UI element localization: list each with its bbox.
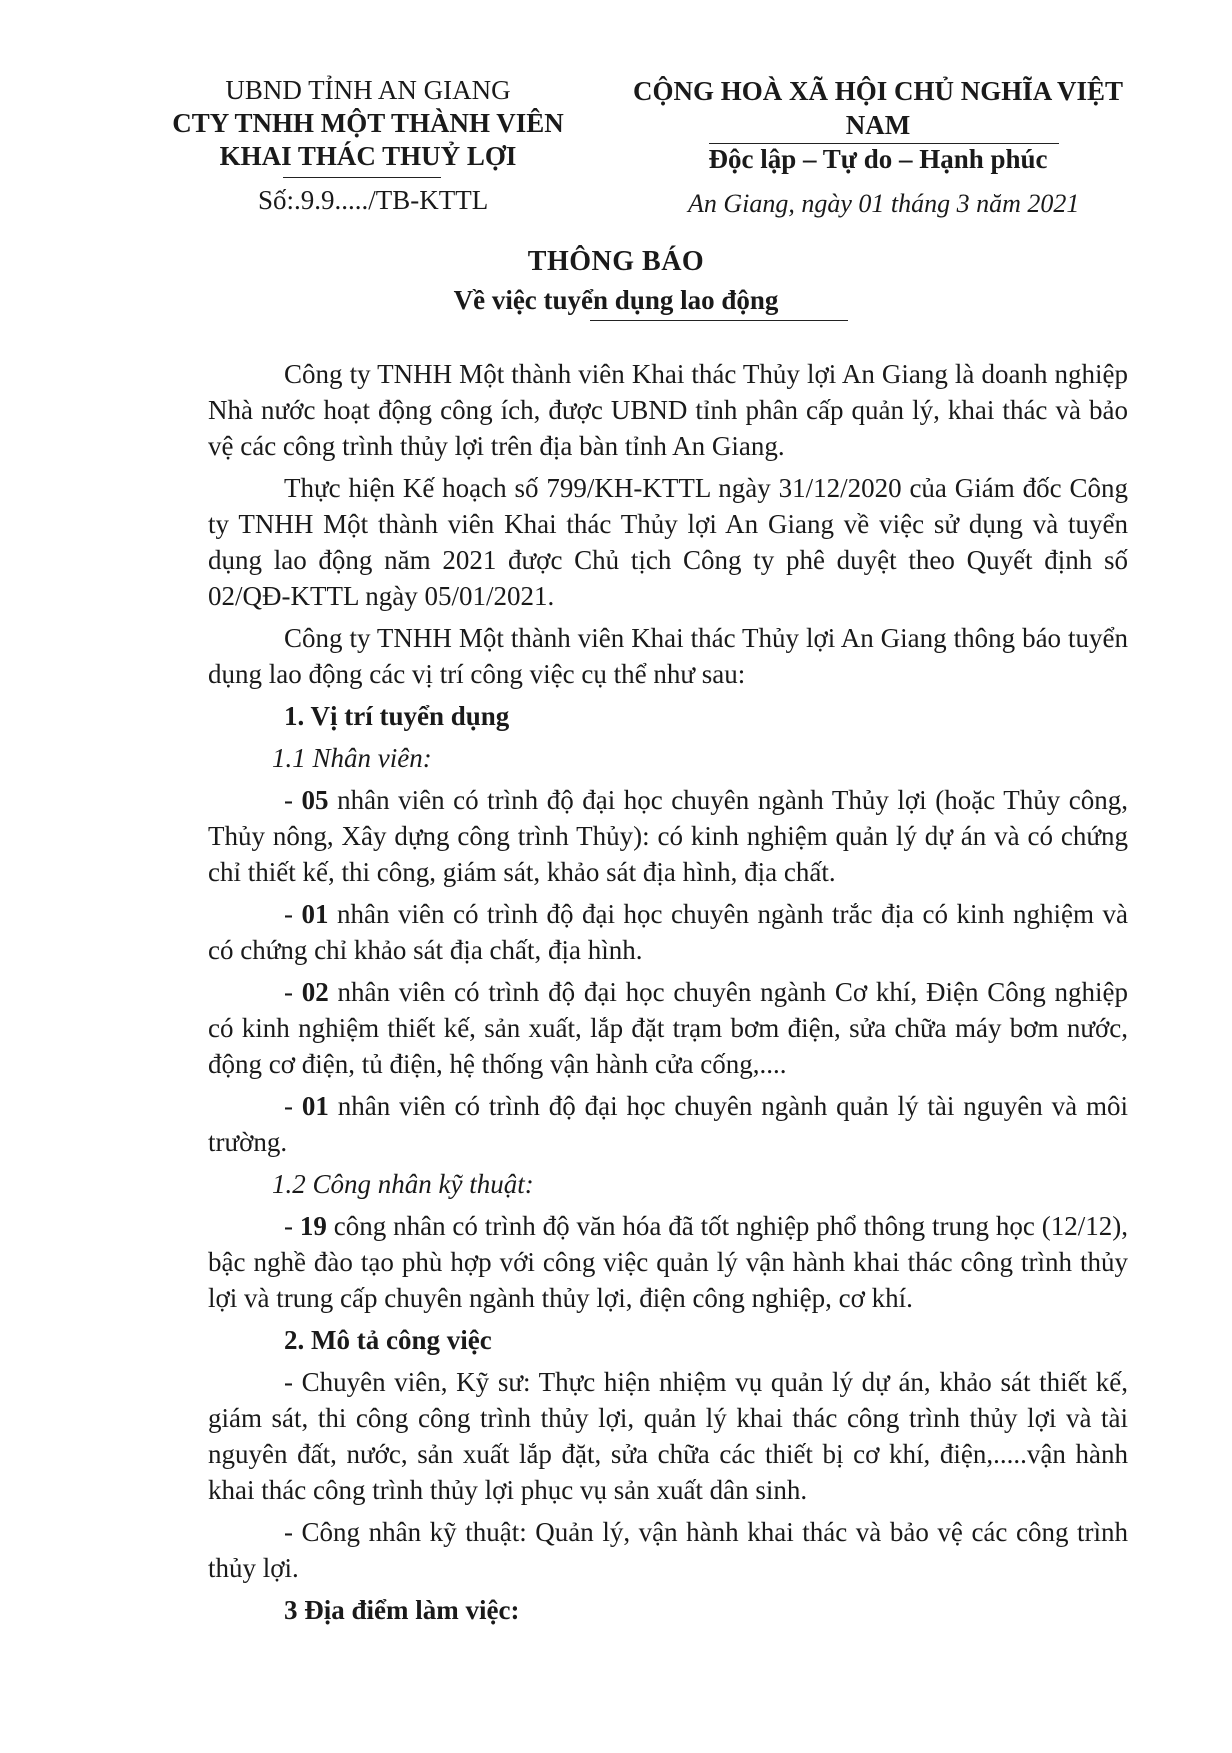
paragraph-intro: Công ty TNHH Một thành viên Khai thác Thủy lợi An Giang là doanh nghiệp Nhà nước hoạt động công ích, được UBND tỉnh phân cấp quản lý, khai thác và bảo vệ các công trình thủy lợi trên địa bàn tỉnh An Giang. — [208, 359, 1128, 461]
position-count: 01 — [301, 1091, 329, 1121]
job-description-worker: - Công nhân kỹ thuật: Quản lý, vận hành khai thác và bảo vệ các công trình thủy lợi. — [208, 1517, 1128, 1583]
authority-underline — [283, 177, 441, 178]
national-title-line-1: CỘNG HOÀ XÃ HỘI CHỦ NGHĨA VIỆT NAM — [632, 76, 1124, 140]
place-and-date: An Giang, ngày 01 tháng 3 năm 2021 — [688, 189, 1080, 218]
authority-line-1: UBND TỈNH AN GIANG — [225, 75, 511, 105]
issuing-authority — [168, 74, 568, 173]
national-title — [598, 74, 1158, 176]
position-count: 19 — [299, 1211, 327, 1241]
section-1-2-heading: 1.2 Công nhân kỹ thuật: — [272, 1169, 534, 1199]
section-2-heading: 2. Mô tả công việc — [284, 1325, 492, 1355]
paragraph-basis: Thực hiện Kế hoạch số 799/KH-KTTL ngày 31/12/2020 của Giám đốc Công ty TNHH Một thành viên Khai thác Thủy lợi An Giang về việc sử dụng và tuyển dụng lao động năm 2021 được Chủ tịch Công ty phê duyệt theo Quyết định số 02/QĐ-KTTL ngày 05/01/2021. — [208, 473, 1128, 611]
document-body — [208, 356, 1128, 1634]
job-description-engineer: - Chuyên viên, Kỹ sư: Thực hiện nhiệm vụ quản lý dự án, khảo sát thiết kế, giám sát, thi công công trình thủy lợi, quản lý khai thác công trình thủy lợi và tài nguyên đất, nước, sản xuất lắp đặt, sửa chữa các thiết bị cơ khí, điện,.....vận hành khai thác công trình thủy lợi phục vụ sản xuất dân sinh. — [208, 1367, 1128, 1505]
position-count: 05 — [301, 785, 329, 815]
motto-underline — [709, 143, 1059, 144]
list-item: - 01 nhân viên có trình độ đại học chuyên ngành quản lý tài nguyên và môi trường. — [208, 1091, 1129, 1157]
authority-line-2: CTY TNHH MỘT THÀNH VIÊN — [172, 108, 564, 138]
section-1-1-heading: 1.1 Nhân viên: — [272, 743, 432, 773]
list-item: - 19 công nhân có trình độ văn hóa đã tốt nghiệp phổ thông trung học (12/12), bậc nghề đào tạo phù hợp với công việc quản lý vận hành khai thác công trình thủy lợi và trung cấp chuyên ngành thủy lợi, điện công nghiệp, cơ khí. — [208, 1211, 1128, 1313]
list-item: - 02 nhân viên có trình độ đại học chuyên ngành Cơ khí, Điện Công nghiệp có kinh nghiệm thiết kế, sản xuất, lắp đặt trạm bơm điện, sửa chữa máy bơm nước, động cơ điện, tủ điện, hệ thống vận hành cửa cống,.... — [208, 977, 1128, 1079]
section-1-heading: 1. Vị trí tuyển dụng — [284, 701, 510, 731]
position-count: 01 — [301, 899, 329, 929]
document-title: THÔNG BÁO — [527, 246, 705, 277]
authority-line-3: KHAI THÁC THUỶ LỢI — [219, 141, 517, 171]
document-subtitle: Về việc tuyển dụng lao động — [453, 285, 779, 315]
subtitle-underline — [590, 320, 848, 321]
national-motto: Độc lập – Tự do – Hạnh phúc — [708, 144, 1048, 174]
list-item: - 05 nhân viên có trình độ đại học chuyên ngành Thủy lợi (hoặc Thủy công, Thủy nông, Xây dựng công trình Thủy): có kinh nghiệm quản lý dự án và có chứng chỉ thiết kế, thi công, giám sát, khảo sát địa hình, địa chất. — [208, 785, 1128, 887]
document-number: Số:.9.9...../TB-KTTL — [258, 185, 489, 215]
list-item: - 01 nhân viên có trình độ đại học chuyên ngành trắc địa có kinh nghiệm và có chứng chỉ khảo sát địa chất, địa hình. — [208, 899, 1128, 965]
section-3-heading: 3 Địa điểm làm việc: — [284, 1595, 520, 1625]
paragraph-announcement: Công ty TNHH Một thành viên Khai thác Thủy lợi An Giang thông báo tuyển dụng lao động các vị trí công việc cụ thể như sau: — [208, 623, 1128, 689]
position-count: 02 — [301, 977, 329, 1007]
